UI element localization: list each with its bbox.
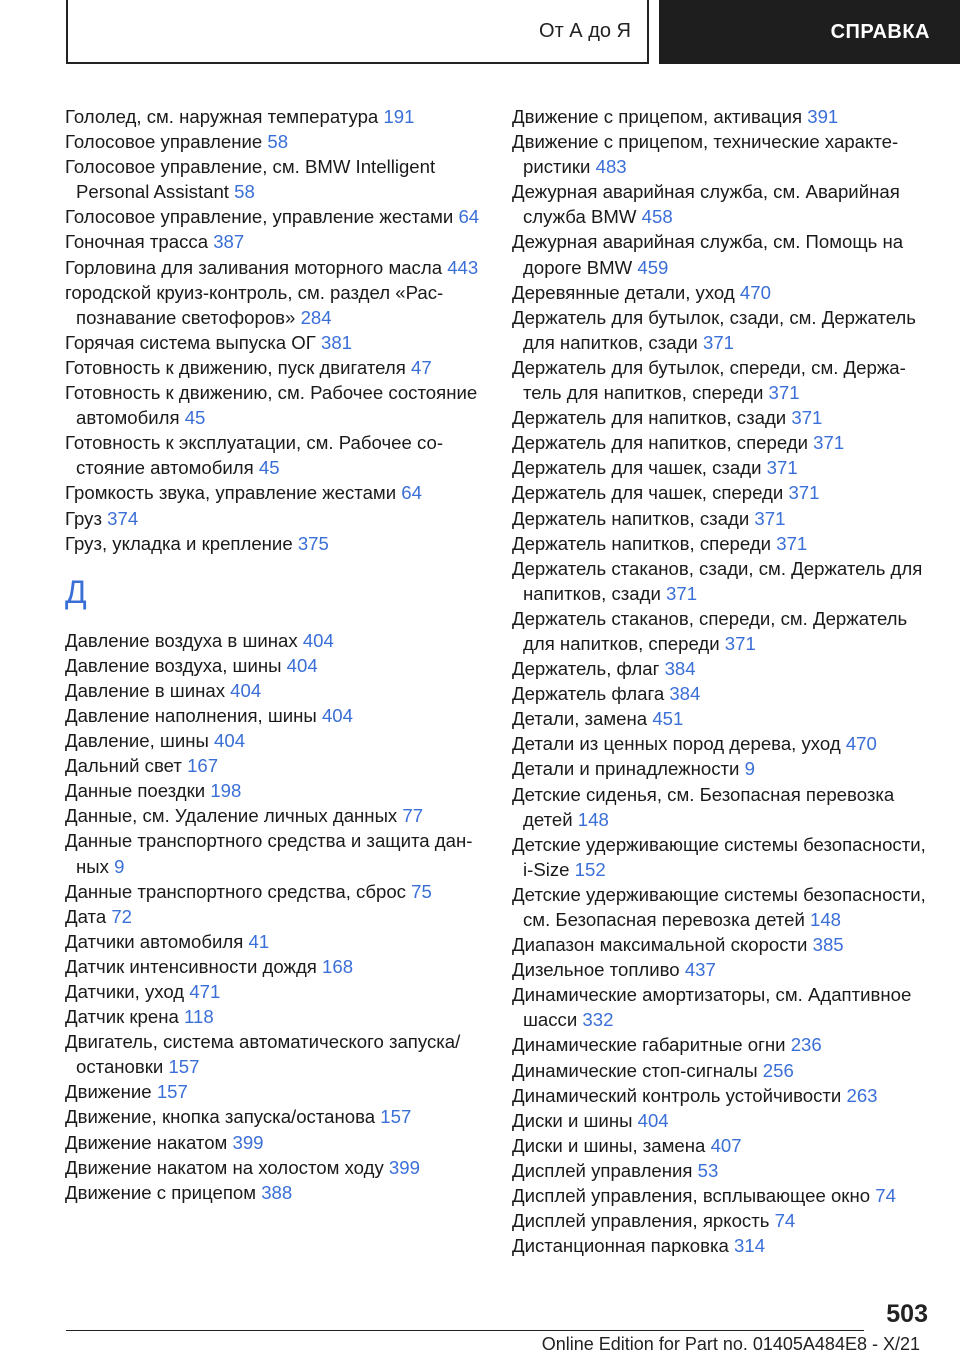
index-entry-text: Голосовое управление <box>65 131 268 153</box>
index-entry <box>512 1183 932 1208</box>
index-entry <box>65 229 490 254</box>
index-entry <box>65 154 490 204</box>
index-page-link[interactable]: 191 <box>383 106 415 127</box>
index-entry <box>65 1104 490 1129</box>
index-entry <box>65 255 490 280</box>
index-entry-text: Детали из ценных пород дерева, уход <box>512 733 846 755</box>
index-page-link[interactable]: 64 <box>401 482 422 504</box>
index-page-link[interactable]: 74 <box>875 1185 896 1207</box>
index-entry-text: Держатель, флаг <box>512 658 665 680</box>
index-page-link[interactable]: 284 <box>300 306 332 328</box>
index-entry-text: Держатель для напитков, спереди <box>512 432 814 454</box>
index-entry-text: Держатель стаканов, спереди, см. Держатель для напитков, спереди <box>512 607 908 654</box>
index-entry <box>512 1208 932 1233</box>
footer-edition-text: Online Edition for Part no. 01405A484E8 - X/21 <box>541 1334 920 1354</box>
index-page-link[interactable]: 157 <box>156 1081 188 1103</box>
index-entry <box>512 756 932 781</box>
index-page-link[interactable]: 371 <box>766 457 798 479</box>
index-page-link[interactable]: 399 <box>232 1131 264 1153</box>
index-entry-text: Давление воздуха в шинах <box>65 629 303 651</box>
index-column-left <box>65 104 490 1205</box>
index-page-link[interactable]: 404 <box>302 629 334 651</box>
index-entry <box>65 929 490 954</box>
index-page-link[interactable]: 470 <box>739 281 771 303</box>
chapter-label: СПРАВКА <box>830 20 930 43</box>
index-column-right <box>512 104 932 1258</box>
footer-divider <box>66 1330 864 1331</box>
index-entry <box>65 104 490 129</box>
index-page-link[interactable]: 152 <box>574 858 606 880</box>
index-entry <box>65 1079 490 1104</box>
index-entry <box>65 129 490 154</box>
index-page-link[interactable]: 437 <box>684 959 716 981</box>
index-entry <box>512 430 932 455</box>
index-page-link[interactable]: 75 <box>411 880 432 902</box>
index-entry <box>65 703 490 728</box>
index-entry-text: Держатель для бутылок, спереди, см. Держатель для напитков, спереди <box>512 356 906 404</box>
index-entry <box>65 979 490 1004</box>
index-entry <box>65 954 490 979</box>
index-entry-text: Диски и шины <box>512 1109 638 1131</box>
index-entry-text: Данные, см. Удаление личных данных <box>65 805 403 827</box>
index-entry <box>65 678 490 703</box>
index-page-link[interactable]: 256 <box>762 1059 794 1081</box>
index-page-link[interactable]: 399 <box>388 1156 420 1178</box>
index-page-link[interactable]: 236 <box>790 1034 822 1056</box>
index-entry-text: Дата <box>65 905 112 927</box>
index-entry-text: Давление в шинах <box>65 679 231 701</box>
index-entry-text: Готовность к движению, см. Рабочее состояние автомобиля <box>65 382 478 429</box>
index-entry <box>65 653 490 678</box>
index-entry-text: Движение с прицепом, активация <box>512 106 808 127</box>
index-entry-text: Давление, шины <box>65 730 215 752</box>
index-entry <box>65 904 490 929</box>
index-entry <box>65 778 490 803</box>
index-list-d-continued <box>512 104 932 1258</box>
index-page-link[interactable]: 404 <box>637 1109 669 1131</box>
index-entry-text: Дисплей управления <box>512 1159 698 1181</box>
index-page-link[interactable]: 58 <box>267 131 289 153</box>
index-page-link[interactable]: 371 <box>788 482 820 504</box>
index-entry <box>65 628 490 653</box>
index-entry-text: Дистанционная парковка <box>512 1235 735 1257</box>
index-entry <box>512 179 932 229</box>
index-page-link[interactable]: 381 <box>321 331 353 353</box>
index-entry <box>512 1058 932 1083</box>
index-entry-text: Дисплей управления, яркость <box>512 1210 775 1232</box>
index-page-link[interactable]: 391 <box>807 106 839 127</box>
index-entry-text: Горловина для заливания моторного масла <box>65 256 448 278</box>
index-entry <box>512 355 932 405</box>
index-entry-text: Груз <box>65 507 108 529</box>
index-entry-text: Дежурная аварийная служба, см. Аварийная служба BMW <box>512 181 900 228</box>
index-page-link[interactable]: 443 <box>447 256 479 278</box>
index-entry-text: Движение с прицепом, технические характеристики <box>512 131 899 178</box>
index-entry-text: Детские удерживающие системы безопасности, см. Безопасная перевозка детей <box>512 883 926 930</box>
index-page-link[interactable]: 118 <box>184 1006 214 1028</box>
index-page-link[interactable]: 148 <box>810 909 842 930</box>
index-entry <box>512 531 932 556</box>
index-entry <box>512 932 932 957</box>
index-entry-text: Данные транспортного средства, сброс <box>65 880 412 902</box>
index-page-link[interactable]: 375 <box>297 532 329 554</box>
index-entry-text: Готовность к эксплуатации, см. Рабочее состояние автомобиля <box>65 432 444 479</box>
index-entry <box>512 229 932 279</box>
index-page-link[interactable]: 483 <box>595 156 627 178</box>
index-page-link[interactable]: 384 <box>664 658 696 680</box>
index-entry-text: Датчик крена <box>65 1006 185 1028</box>
index-entry-text: Движение накатом на холостом ходу <box>65 1156 389 1178</box>
index-page-link[interactable]: 371 <box>776 532 808 554</box>
index-entry <box>512 1158 932 1183</box>
index-entry <box>512 1083 932 1108</box>
index-entry-text: Груз, укладка и крепление <box>65 532 298 554</box>
index-page-link[interactable]: 263 <box>846 1084 878 1106</box>
index-entry-text: Движение с прицепом <box>65 1181 262 1203</box>
index-entry <box>512 882 932 932</box>
index-entry-text: Держатель для чашек, спереди <box>512 482 789 504</box>
index-page-link[interactable]: 47 <box>410 356 432 378</box>
index-entry-text: Держатель напитков, спереди <box>512 532 777 554</box>
index-entry-text: Гололед, см. наружная температура <box>65 106 384 127</box>
index-entry <box>65 1155 490 1180</box>
index-entry <box>512 982 932 1032</box>
index-entry <box>512 656 932 681</box>
index-page-link[interactable]: 157 <box>168 1056 200 1078</box>
index-entry <box>65 1130 490 1155</box>
index-entry <box>512 832 932 882</box>
index-entry <box>65 380 490 430</box>
index-entry-text: Держатель напитков, сзади <box>512 507 755 529</box>
index-entry <box>512 957 932 982</box>
index-page-link[interactable]: 74 <box>774 1210 796 1232</box>
index-entry-text: Горячая система выпуска ОГ <box>65 331 321 353</box>
index-entry-text: Дальний свет <box>65 755 188 777</box>
index-page-link[interactable]: 167 <box>187 755 219 777</box>
index-page-link[interactable]: 451 <box>652 708 684 730</box>
index-entry-text: Диски и шины, замена <box>512 1134 711 1156</box>
index-entry-text: Динамические габаритные огни <box>512 1034 791 1056</box>
index-entry-text: Динамические стоп-сигналы <box>512 1059 763 1081</box>
section-letter-heading: Д <box>65 573 87 610</box>
index-page-link[interactable]: 332 <box>582 1009 614 1031</box>
index-page-link[interactable]: 41 <box>248 930 270 952</box>
index-page-link[interactable]: 58 <box>234 181 255 203</box>
index-page-link[interactable]: 371 <box>724 632 756 654</box>
index-entry <box>65 753 490 778</box>
index-entry-text: Детали и принадлежности <box>512 758 745 780</box>
index-entry <box>65 280 490 330</box>
index-entry <box>65 879 490 904</box>
index-page-link[interactable]: 388 <box>261 1181 293 1203</box>
index-entry-text: Динамические амортизаторы, см. Адаптивное шасси <box>512 984 912 1031</box>
index-entry <box>65 803 490 828</box>
index-entry <box>512 556 932 606</box>
index-entry-text: Давление наполнения, шины <box>65 704 322 726</box>
index-entry-text: Готовность к движению, пуск двигателя <box>65 356 411 378</box>
index-entry <box>65 1029 490 1079</box>
index-entry-text: Голосовое управление, см. BMW Intelligent Personal Assistant <box>65 156 436 203</box>
index-page-link[interactable]: 72 <box>111 905 133 927</box>
index-entry <box>65 728 490 753</box>
index-page-link[interactable]: 371 <box>754 507 786 529</box>
index-page-link[interactable]: 148 <box>577 808 609 830</box>
index-entry-text: Деревянные детали, уход <box>512 281 740 303</box>
index-entry <box>512 1133 932 1158</box>
index-entry <box>512 506 932 531</box>
index-page-link[interactable]: 371 <box>666 582 698 604</box>
index-page-link[interactable]: 371 <box>791 407 823 429</box>
index-entry-text: Детские сиденья, см. Безопасная перевозка детей <box>512 783 895 830</box>
chapter-tab <box>659 0 960 64</box>
index-entry-text: Гоночная трасса <box>65 231 214 253</box>
index-entry-text: Датчик интенсивности дождя <box>65 955 323 977</box>
index-page-link[interactable]: 45 <box>184 407 206 429</box>
index-entry <box>65 506 490 531</box>
index-page-link[interactable]: 314 <box>734 1235 766 1257</box>
index-entry <box>65 1180 490 1205</box>
index-entry-text: Громкость звука, управление жестами <box>65 482 402 504</box>
index-entry <box>512 681 932 706</box>
index-entry <box>512 129 932 179</box>
index-page-link[interactable]: 53 <box>697 1159 719 1181</box>
index-entry <box>512 280 932 305</box>
index-page-link[interactable]: 9 <box>114 855 125 877</box>
index-entry-text: Держатель стаканов, сзади, см. Держатель для напитков, сзади <box>512 557 923 604</box>
index-entry <box>512 731 932 756</box>
index-page-link[interactable]: 404 <box>321 704 353 726</box>
index-entry-text: Держатель флага <box>512 683 670 705</box>
index-entry-text: городской круиз-контроль, см. раздел «Распознавание светофоров» <box>65 281 444 328</box>
index-entry-text: Дизельное топливо <box>512 959 685 981</box>
index-page-link[interactable]: 404 <box>214 730 246 752</box>
index-entry <box>65 330 490 355</box>
index-entry-text: Датчики автомобиля <box>65 930 249 952</box>
index-page-link[interactable]: 157 <box>380 1106 412 1128</box>
index-entry-text: Детские удерживающие системы безопасности, i-Size <box>512 833 926 880</box>
index-page-link[interactable]: 77 <box>402 805 424 827</box>
index-page-link[interactable]: 471 <box>189 981 221 1002</box>
index-entry-text: Датчики, уход <box>65 981 190 1002</box>
index-entry <box>65 1004 490 1029</box>
index-entry <box>512 1108 932 1133</box>
index-entry-text: Динамический контроль устойчивости <box>512 1084 847 1106</box>
index-page-link[interactable]: 470 <box>845 733 877 755</box>
index-entry-text: Держатель для бутылок, сзади, см. Держатель для напитков, сзади <box>512 306 916 353</box>
index-entry-text: Движение <box>65 1081 157 1103</box>
index-entry-text: Движение, кнопка запуска/останова <box>65 1106 381 1128</box>
index-entry-text: Диапазон максимальной скорости <box>512 934 813 956</box>
index-page-link[interactable]: 387 <box>213 231 245 253</box>
index-entry-text: Дисплей управления, всплывающее окно <box>512 1185 876 1207</box>
index-entry <box>512 104 932 129</box>
index-page-link[interactable]: 9 <box>744 758 755 780</box>
index-page-link[interactable]: 404 <box>230 679 262 701</box>
index-entry-text: Дежурная аварийная служба, см. Помощь на дороге BMW <box>512 231 904 278</box>
index-page-link[interactable]: 64 <box>458 206 480 228</box>
index-page-link[interactable]: 371 <box>702 331 735 353</box>
index-entry-text: Держатель для напитков, сзади <box>512 407 792 429</box>
index-page-link[interactable]: 371 <box>813 432 845 454</box>
index-page-link[interactable]: 385 <box>812 934 844 956</box>
index-entry-text: Держатель для чашек, сзади <box>512 457 767 479</box>
index-entry-text: Детали, замена <box>512 708 653 730</box>
index-page-link[interactable]: 404 <box>286 654 318 676</box>
index-page-link[interactable]: 45 <box>258 457 280 479</box>
index-entry-text: Двигатель, система автоматического запуска/ остановки <box>65 1031 461 1078</box>
index-page-link[interactable]: 458 <box>641 206 673 228</box>
index-entry <box>512 480 932 505</box>
index-entry <box>512 1233 932 1258</box>
index-page-link[interactable]: 371 <box>768 382 800 404</box>
index-list-d <box>65 628 490 1205</box>
index-entry-text: Давление воздуха, шины <box>65 654 287 676</box>
index-entry <box>512 455 932 480</box>
index-entry <box>65 828 490 878</box>
index-entry <box>65 355 490 380</box>
index-page-link[interactable]: 407 <box>710 1134 742 1156</box>
index-entry-text: Данные поездки <box>65 780 211 802</box>
index-entry <box>512 305 932 355</box>
index-entry <box>65 430 490 480</box>
index-entry <box>512 1032 932 1057</box>
index-list-g <box>65 104 490 556</box>
index-page-link[interactable]: 374 <box>107 507 139 529</box>
index-entry <box>512 606 932 656</box>
index-entry <box>512 706 932 731</box>
index-entry <box>512 405 932 430</box>
index-page-link[interactable]: 168 <box>322 955 354 977</box>
index-page-link[interactable]: 459 <box>637 256 669 278</box>
section-tab <box>66 0 649 64</box>
index-entry <box>65 204 490 229</box>
index-entry-text: Данные транспортного средства и защита данных <box>65 830 473 877</box>
index-entry-text: Голосовое управление, управление жестами <box>65 206 459 228</box>
section-label: От А до Я <box>539 19 631 42</box>
index-page-link[interactable]: 198 <box>210 780 242 802</box>
index-entry-text: Движение накатом <box>65 1131 233 1153</box>
index-entry <box>65 480 490 505</box>
page-number: 503 <box>886 1300 928 1328</box>
index-entry <box>65 531 490 556</box>
index-page-link[interactable]: 384 <box>669 683 701 705</box>
index-entry <box>512 782 932 832</box>
